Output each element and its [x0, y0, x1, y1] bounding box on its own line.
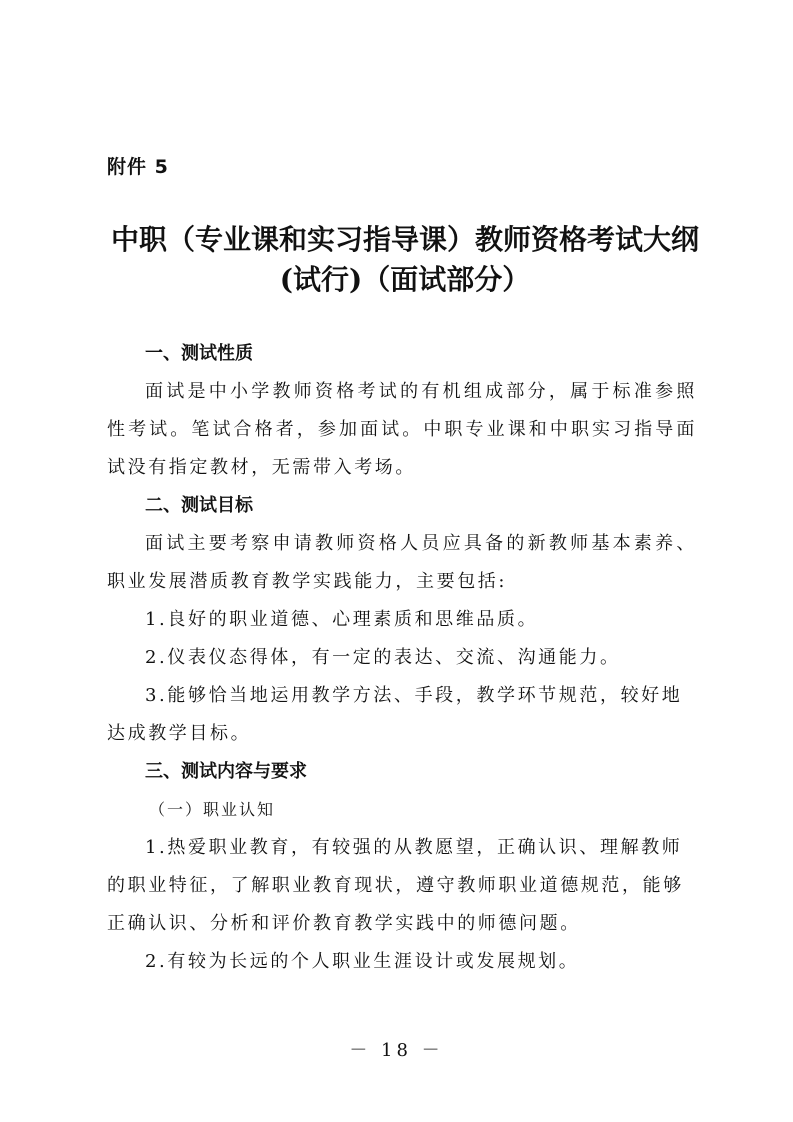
section-paragraph: 面试主要考察申请教师资格人员应具备的新教师基本素养、职业发展潜质教育教学实践能力，主要包括:: [107, 533, 697, 592]
list-item: 2.仪表仪态得体，有一定的表达、交流、沟通能力。: [145, 647, 621, 668]
document-body: [107, 335, 697, 981]
list-item: 1.良好的职业道德、心理素质和思维品质。: [145, 609, 539, 630]
attachment-label: 附件 5: [107, 156, 169, 178]
section-heading-nature: 一、测试性质: [145, 343, 253, 364]
list-item: 1.热爱职业教育，有较强的从教愿望，正确认识、理解教师的职业特征，了解职业教育现状，遵守教师职业道德规范，能够正确认识、分析和评价教育教学实践中的师德问题。: [107, 837, 684, 934]
document-title-line-2: (试行)（面试部分）: [279, 263, 531, 296]
page-number: － 18 －: [349, 1040, 444, 1061]
section-heading-goals: 二、测试目标: [145, 495, 253, 516]
list-item: 2.有较为长远的个人职业生涯设计或发展规划。: [145, 951, 580, 972]
document-title-line-1: 中职（专业课和实习指导课）教师资格考试大纲: [110, 223, 699, 256]
subsection-heading: （一）职业认知: [149, 800, 276, 819]
section-paragraph: 面试是中小学教师资格考试的有机组成部分，属于标准参照性考试。笔试合格者，参加面试。中职专业课和中职实习指导面试没有指定教材，无需带入考场。: [107, 381, 697, 478]
list-item: 3.能够恰当地运用教学方法、手段，教学环节规范，较好地达成教学目标。: [107, 685, 683, 744]
section-heading-content: 三、测试内容与要求: [145, 761, 307, 782]
